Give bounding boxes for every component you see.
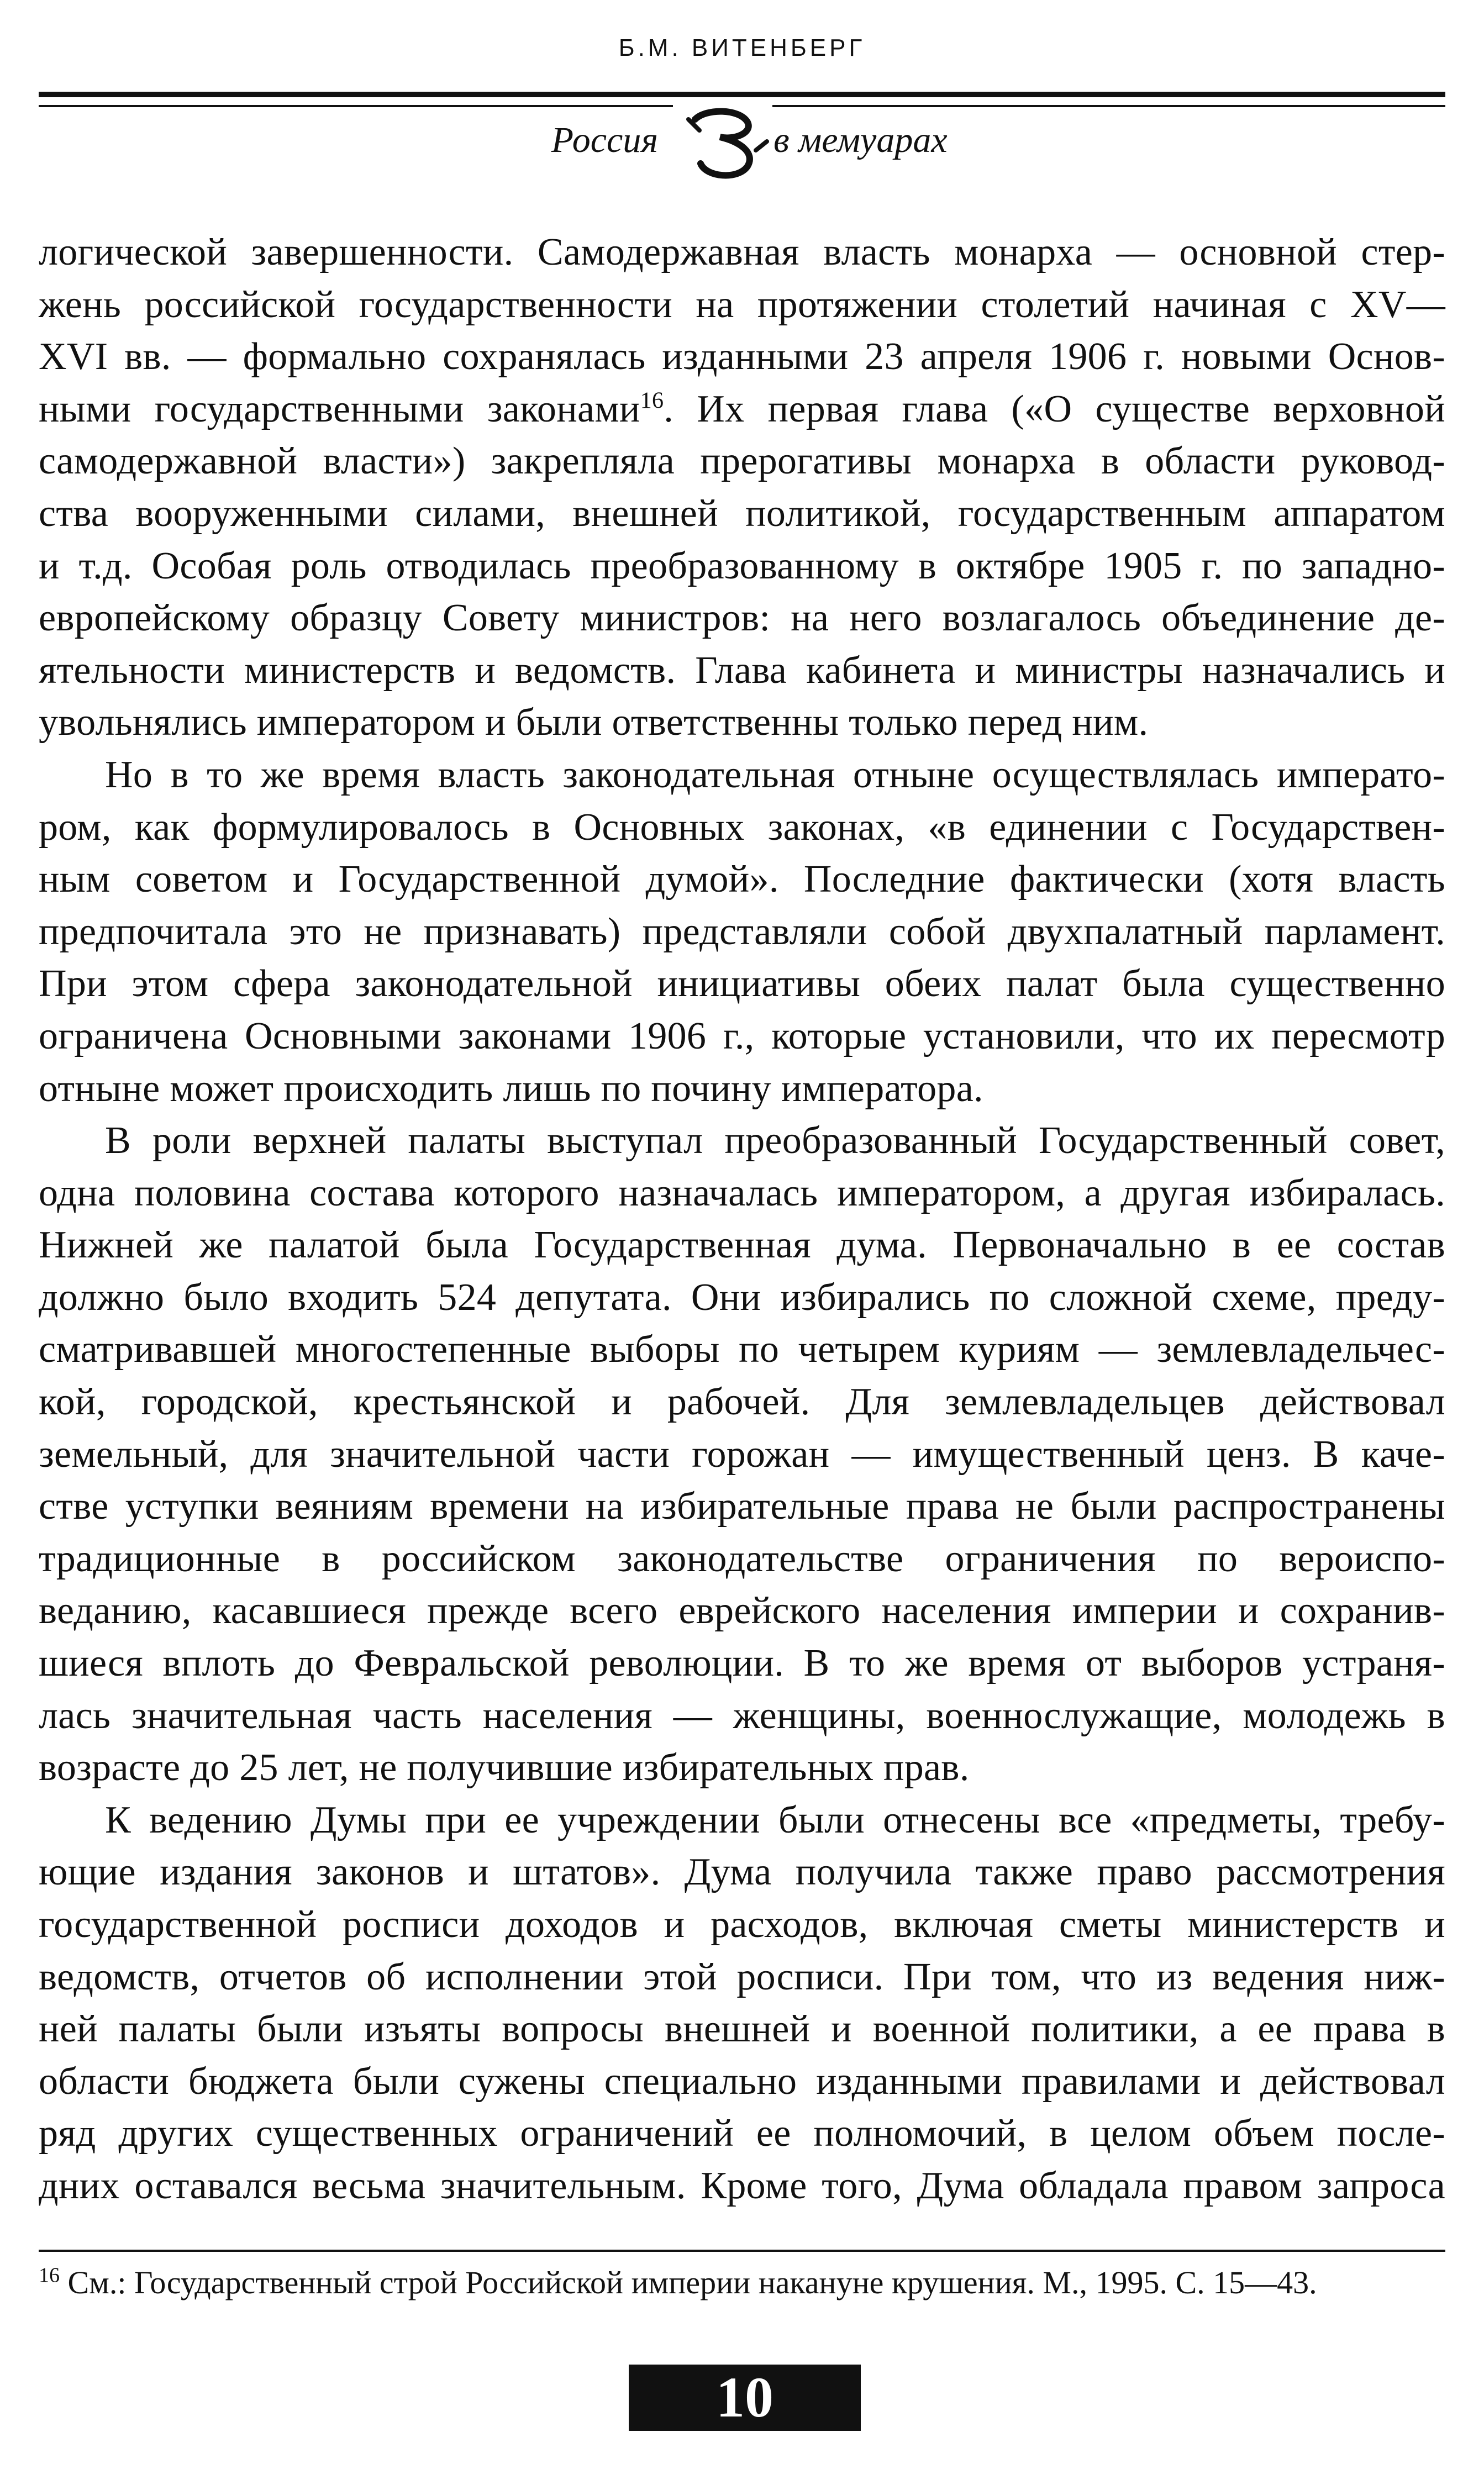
text-line: ром, как формулировалось в Основных законах, «в единении с Государствен- (39, 805, 1445, 849)
footnote-text: См.: Государственный строй Российской империи накануне крушения. М., 1995. С. 15—43. (60, 2265, 1317, 2300)
running-head-author: Б.М. ВИТЕНБЕРГ (618, 34, 866, 61)
text-line: должно было входить 524 депутата. Они избирались по сложной схеме, преду- (39, 1276, 1445, 1319)
text-line: возрасте до 25 лет, не получившие избирательных прав. (39, 1746, 970, 1789)
text-line: В роли верхней палаты выступал преобразованный Государственный совет, (105, 1119, 1445, 1162)
text-line: ным советом и Государственной думой». Последние фактически (хотя власть (39, 858, 1445, 901)
text-line: земельный, для значительной части горожан — имущественный ценз. В каче- (39, 1433, 1445, 1476)
text-line: Нижней же палатой была Государственная дума. Первоначально в ее состав (39, 1224, 1445, 1267)
text-line: лась значительная часть населения — женщины, военнослужащие, молодежь в (39, 1694, 1445, 1737)
series-title-right: в мемуарах (773, 120, 948, 160)
paragraph-2 (39, 749, 1445, 1115)
text-line-with-footnote (39, 383, 1445, 436)
footnote-mark: 16 (39, 2263, 60, 2287)
text-line: государственной росписи доходов и расходов, включая сметы министерств и (39, 1903, 1445, 1946)
header-rule-thick (39, 92, 1445, 97)
text-line: и т.д. Особая роль отводилась преобразованному в октябре 1905 г. по западно- (39, 544, 1445, 587)
paragraph-4 (39, 1794, 1445, 2213)
text-line: ведомств, отчетов об исполнении этой росписи. При том, что из ведения ниж- (39, 1955, 1445, 1998)
text-line: стве уступки веяниям времени на избирательные права не были распространены (39, 1485, 1445, 1528)
text-line: европейскому образцу Совету министров: на него возлагалось объединение де- (39, 597, 1445, 640)
page-number: 10 (629, 2365, 861, 2431)
text-line: XVI вв. — формально сохранялась изданными 23 апреля 1906 г. новыми Основ- (39, 335, 1445, 378)
footnote-separator (39, 2250, 1445, 2252)
text-line: жень российской государственности на протяжении столетий начиная с XV— (39, 283, 1445, 326)
text-line: Но в то же время власть законодательная отныне осуществлялась императо- (105, 753, 1445, 796)
series-emblem-icon (673, 97, 772, 180)
text-line: предпочитала это не признавать) представляли собой двухпалатный парламент. (39, 910, 1445, 953)
text-line: отныне может происходить лишь по почину императора. (39, 1067, 983, 1110)
text-line: ющие издания законов и штатов». Дума получила также право рассмотрения (39, 1851, 1445, 1894)
main-text (39, 227, 1445, 2213)
text-line: традиционные в российском законодательстве ограничения по вероиспо- (39, 1537, 1445, 1580)
text-line: области бюджета были сужены специально изданными правилами и действовал (39, 2060, 1445, 2103)
text-line: сматривавшей многостепенные выборы по четырем куриям — землевладельчес- (39, 1328, 1445, 1371)
footnote (39, 2260, 1445, 2306)
text-line: ства вооруженными силами, внешней политикой, государственным аппаратом (39, 492, 1445, 535)
text-fragment: ными государственными законами (39, 387, 640, 430)
series-title (0, 114, 1484, 175)
text-line: ятельности министерств и ведомств. Глава кабинета и министры назначались и (39, 649, 1445, 692)
text-line: увольнялись императором и были ответственны только перед ним. (39, 701, 1149, 744)
text-line: кой, городской, крестьянской и рабочей. Для землевладельцев действовал (39, 1381, 1445, 1424)
paragraph-1 (39, 227, 1445, 749)
series-title-left: Россия (551, 120, 658, 160)
text-line: веданию, касавшиеся прежде всего еврейского населения империи и сохранив- (39, 1589, 1445, 1633)
text-line: К ведению Думы при ее учреждении были отнесены все «предметы, требу- (105, 1798, 1445, 1841)
text-line: шиеся вплоть до Февральской революции. В то же время от выборов устраня- (39, 1642, 1445, 1685)
text-line: ряд других существенных ограничений ее полномочий, в целом объем после- (39, 2112, 1445, 2155)
text-line: логической завершенности. Самодержавная власть монарха — основной стер- (39, 231, 1445, 273)
text-line: одна половина состава которого назначалась императором, а другая избиралась. (39, 1171, 1445, 1214)
footnote-reference[interactable]: 16 (640, 388, 664, 414)
text-line: самодержавной власти») закрепляла прерогативы монарха в области руковод- (39, 440, 1445, 483)
text-line: дних оставался весьма значительным. Кроме того, Дума обладала правом запроса (39, 2164, 1445, 2207)
paragraph-3 (39, 1115, 1445, 1794)
text-line: ограничена Основными законами 1906 г., которые установили, что их пересмотр (39, 1014, 1445, 1057)
text-fragment: . Их первая глава («О существе верховной (664, 387, 1445, 430)
text-line: ней палаты были изъяты вопросы внешней и военной политики, а ее права в (39, 2008, 1445, 2051)
text-line: При этом сфера законодательной инициативы обеих палат была существенно (39, 962, 1445, 1005)
